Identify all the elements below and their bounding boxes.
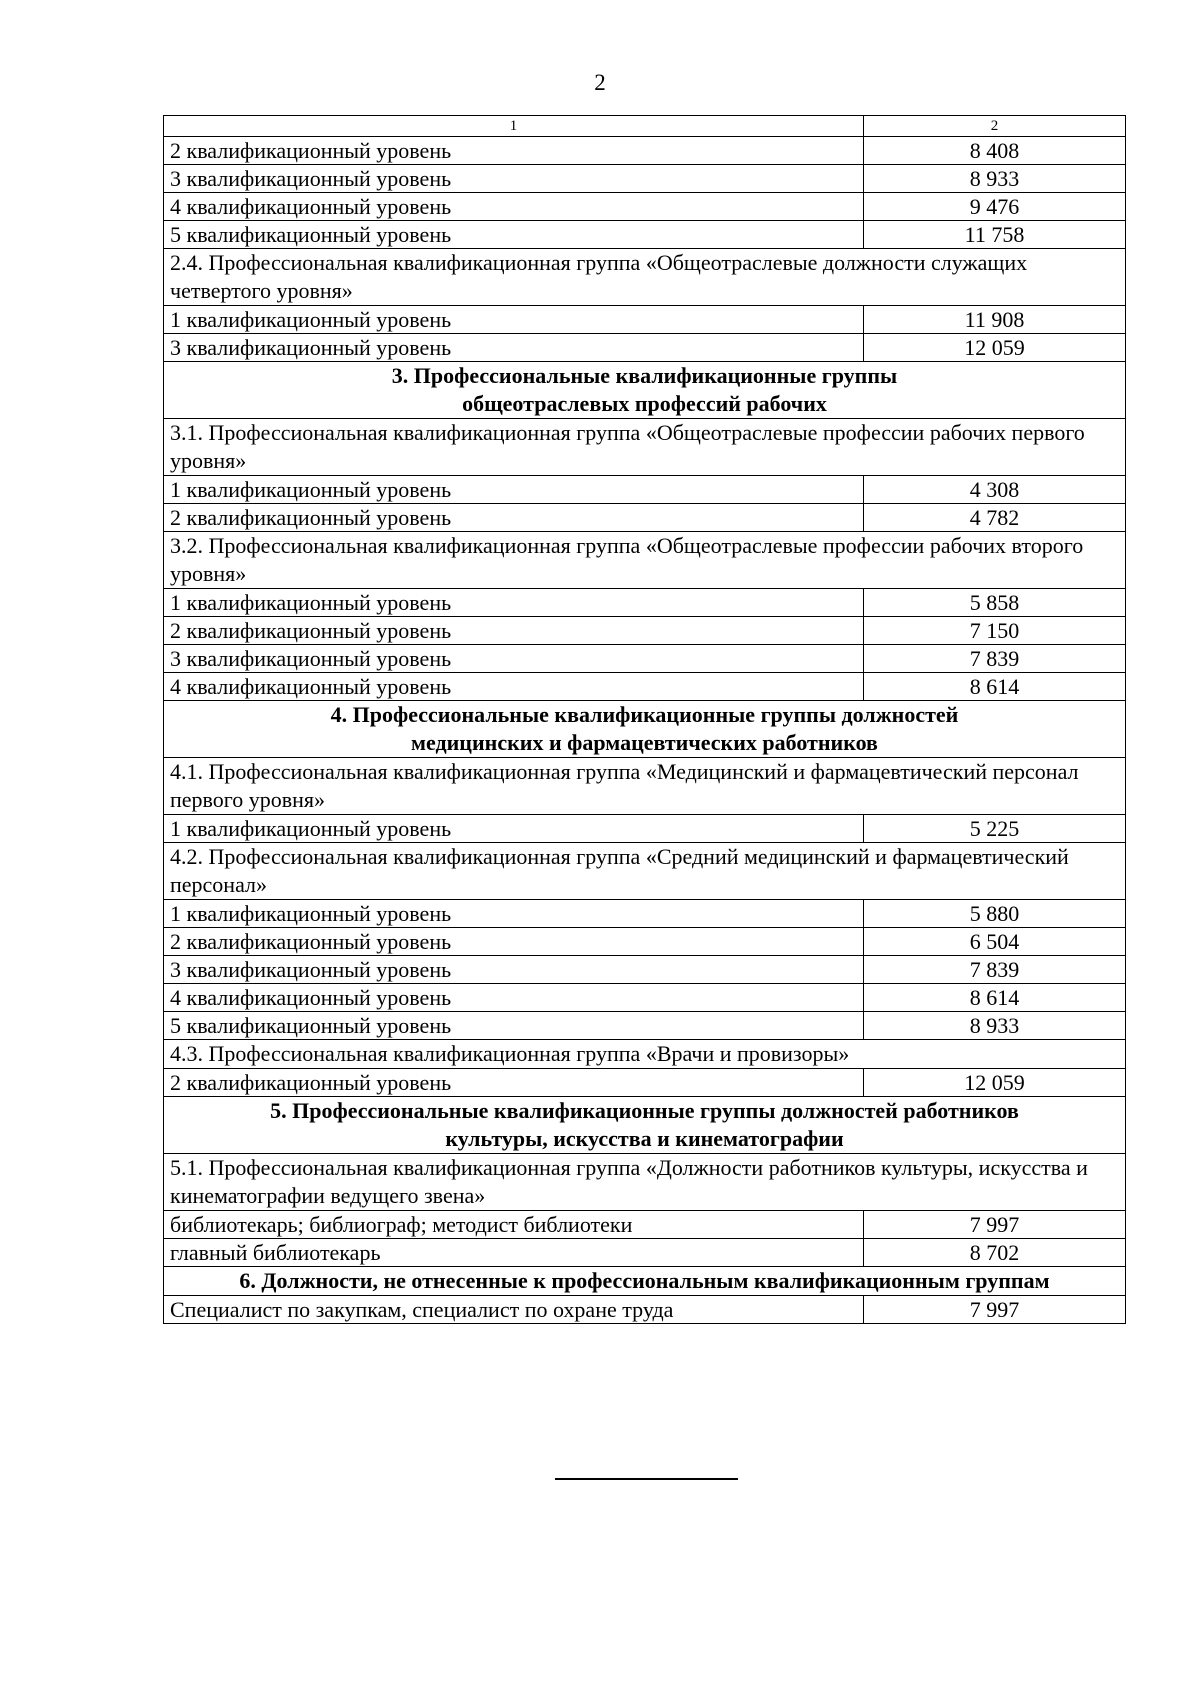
salary-value: 8 614	[864, 673, 1126, 701]
section-heading-line-1: 4. Профессиональные квалификационные группы должностей	[330, 702, 959, 727]
table-row	[164, 1211, 1126, 1239]
table-row	[164, 1239, 1126, 1267]
section-heading-line-2: медицинских и фармацевтических работников	[411, 730, 878, 755]
group-heading-row	[164, 419, 1126, 476]
salary-value: 8 614	[864, 984, 1126, 1012]
salary-value: 7 839	[864, 956, 1126, 984]
level-label: 5 квалификационный уровень	[164, 221, 864, 249]
level-label: 4 квалификационный уровень	[164, 193, 864, 221]
salary-value: 12 059	[864, 334, 1126, 362]
section-heading-row	[164, 701, 1126, 758]
table-row	[164, 504, 1126, 532]
section-heading-line-1: 3. Профессиональные квалификационные группы	[391, 363, 898, 388]
level-label: 1 квалификационный уровень	[164, 815, 864, 843]
table-row	[164, 673, 1126, 701]
group-heading: 3.1. Профессиональная квалификационная группа «Общеотраслевые профессии рабочих первого уровня»	[164, 419, 1126, 476]
group-heading-row	[164, 843, 1126, 900]
salary-value: 5 225	[864, 815, 1126, 843]
level-label: 3 квалификационный уровень	[164, 334, 864, 362]
level-label: 5 квалификационный уровень	[164, 1012, 864, 1040]
group-heading-row	[164, 1040, 1126, 1069]
table-row	[164, 1069, 1126, 1097]
table-row	[164, 1296, 1126, 1324]
group-heading: 4.3. Профессиональная квалификационная группа «Врачи и провизоры»	[164, 1040, 1126, 1069]
table-row	[164, 815, 1126, 843]
page-number: 2	[594, 70, 606, 95]
level-label: 2 квалификационный уровень	[164, 1069, 864, 1097]
group-heading: 3.2. Профессиональная квалификационная группа «Общеотраслевые профессии рабочих второго уровня»	[164, 532, 1126, 589]
level-label: 2 квалификационный уровень	[164, 928, 864, 956]
table-row	[164, 589, 1126, 617]
table-row	[164, 1012, 1126, 1040]
end-of-document-line	[555, 1478, 738, 1480]
salary-value: 8 933	[864, 1012, 1126, 1040]
group-heading: 4.1. Профессиональная квалификационная группа «Медицинский и фармацевтический персонал первого уровня»	[164, 758, 1126, 815]
table-row	[164, 165, 1126, 193]
salary-value: 11 908	[864, 306, 1126, 334]
section-heading	[164, 1097, 1126, 1154]
level-label: 1 квалификационный уровень	[164, 900, 864, 928]
section-heading-row	[164, 1267, 1126, 1296]
salary-value: 4 782	[864, 504, 1126, 532]
section-heading-row	[164, 1097, 1126, 1154]
group-heading-row	[164, 758, 1126, 815]
level-label: 3 квалификационный уровень	[164, 165, 864, 193]
salary-value: 9 476	[864, 193, 1126, 221]
section-heading-line-1: 6. Должности, не отнесенные к профессиональным квалификационным группам	[239, 1268, 1050, 1293]
table-row	[164, 645, 1126, 673]
salary-value: 8 408	[864, 137, 1126, 165]
table-row	[164, 900, 1126, 928]
level-label: Специалист по закупкам, специалист по охране труда	[164, 1296, 864, 1324]
level-label: 2 квалификационный уровень	[164, 504, 864, 532]
table-row	[164, 476, 1126, 504]
level-label: 1 квалификационный уровень	[164, 306, 864, 334]
table-row	[164, 956, 1126, 984]
table-row	[164, 193, 1126, 221]
table-row	[164, 334, 1126, 362]
level-label: 4 квалификационный уровень	[164, 984, 864, 1012]
column-number-2: 2	[864, 116, 1126, 137]
level-label: 3 квалификационный уровень	[164, 956, 864, 984]
group-heading: 4.2. Профессиональная квалификационная группа «Средний медицинский и фармацевтический персонал»	[164, 843, 1126, 900]
table-row	[164, 984, 1126, 1012]
table-row	[164, 617, 1126, 645]
salary-value: 7 839	[864, 645, 1126, 673]
level-label: 3 квалификационный уровень	[164, 645, 864, 673]
section-heading-line-2: общеотраслевых профессий рабочих	[462, 391, 827, 416]
section-heading	[164, 701, 1126, 758]
salary-value: 7 997	[864, 1211, 1126, 1239]
salary-value: 4 308	[864, 476, 1126, 504]
level-label: 2 квалификационный уровень	[164, 617, 864, 645]
table-row	[164, 221, 1126, 249]
column-number-row	[164, 116, 1126, 137]
salary-value: 12 059	[864, 1069, 1126, 1097]
level-label: библиотекарь; библиограф; методист библиотеки	[164, 1211, 864, 1239]
level-label: 4 квалификационный уровень	[164, 673, 864, 701]
level-label: 1 квалификационный уровень	[164, 589, 864, 617]
salary-value: 5 880	[864, 900, 1126, 928]
salary-value: 11 758	[864, 221, 1126, 249]
salary-value: 7 997	[864, 1296, 1126, 1324]
table-row	[164, 137, 1126, 165]
salary-table	[163, 115, 1126, 1324]
salary-value: 8 933	[864, 165, 1126, 193]
section-heading-line-2: культуры, искусства и кинематографии	[445, 1126, 844, 1151]
salary-value: 8 702	[864, 1239, 1126, 1267]
level-label: 1 квалификационный уровень	[164, 476, 864, 504]
salary-value: 7 150	[864, 617, 1126, 645]
group-heading: 5.1. Профессиональная квалификационная группа «Должности работников культуры, искусства и кинематографии ведущего звена»	[164, 1154, 1126, 1211]
group-heading-row	[164, 532, 1126, 589]
level-label: 2 квалификационный уровень	[164, 137, 864, 165]
group-heading-row	[164, 249, 1126, 306]
table-row	[164, 306, 1126, 334]
level-label: главный библиотекарь	[164, 1239, 864, 1267]
section-heading	[164, 1267, 1126, 1296]
group-heading: 2.4. Профессиональная квалификационная группа «Общеотраслевые должности служащих четвертого уровня»	[164, 249, 1126, 306]
section-heading-row	[164, 362, 1126, 419]
column-number-1: 1	[164, 116, 864, 137]
salary-value: 6 504	[864, 928, 1126, 956]
salary-value: 5 858	[864, 589, 1126, 617]
section-heading-line-1: 5. Профессиональные квалификационные группы должностей работников	[270, 1098, 1019, 1123]
table-row	[164, 928, 1126, 956]
group-heading-row	[164, 1154, 1126, 1211]
section-heading	[164, 362, 1126, 419]
salary-table-body	[164, 116, 1126, 1324]
